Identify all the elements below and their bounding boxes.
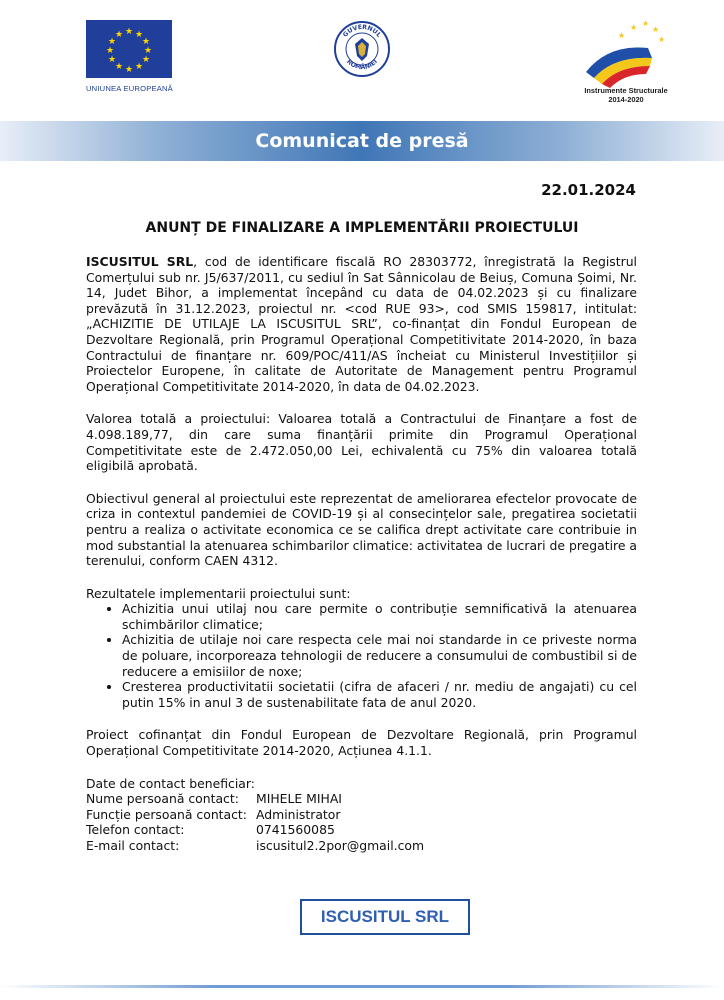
result-item: • Cresterea productivitatii societatii (cifra de afaceri / nr. mediu de angajati) cu cel putin 15% in anul 3 de sustenabilitate fata de anul 2020.: [122, 679, 637, 710]
svg-text:★: ★: [105, 46, 115, 56]
intro-text: , cod de identificare fiscală RO 28303772, înregistrată la Registrul Comerțului sub nr. J5/637/2011, cu sediul în Sat Sânnicolau de Beiuș, Comuna Șoimi, Nr. 14, Judet Bihor, a implementat începând cu data de 04.02.2023 și cu finalizare prevăzută în 31.12.2023, proiectul nr. <cod RUE 93>, cod SMIS 159817, intitulat: „ACHIZITIE DE UTILAJE LA ISCUSITUL SRL”, co-finanțat din Fondul European de Dezvoltare Regională, prin Programul Operațional Competitivitate 2014-2020, în baza Contractului de finanțare nr. 609/POC/411/AS încheiat cu Ministerul Investițiilor și Proiectelor Europene, în calitate de Autoritate de Management pentru Programul Operațional Competitivitate 2014-2020, în data de 04.02.2023.: [86, 254, 637, 394]
results-intro: Rezultatele implementarii proiectului sunt:: [86, 585, 351, 601]
eu-logo: [86, 20, 174, 93]
eu-caption: UNIUNEA EUROPEANĂ: [86, 84, 173, 93]
svg-text:★: ★: [134, 62, 144, 72]
svg-text:★: ★: [618, 31, 626, 40]
svg-text:GUVERNUL: GUVERNUL: [341, 23, 383, 39]
paragraph-intro: [86, 254, 637, 394]
company-name-box: ISCUSITUL SRL: [300, 899, 470, 935]
contact-section: [86, 776, 637, 854]
result-item: • Achizitia de utilaje noi care respecta cele mai noi standarde in ce priveste norma de poluare, incorporeaza tehnologii de reducere a consumului de combustibil si de reducere a emisiilor de noxe;: [122, 632, 637, 679]
svg-text:ROMÂNIEI: ROMÂNIEI: [345, 58, 379, 72]
contact-value: 0741560085: [256, 822, 335, 838]
svg-text:★: ★: [124, 65, 134, 75]
contact-value: Administrator: [256, 806, 341, 822]
contact-row: [86, 807, 637, 823]
footer-divider: [0, 985, 724, 988]
svg-text:★: ★: [141, 55, 151, 65]
svg-text:★: ★: [114, 62, 124, 72]
paragraph-value: Valorea totală a proiectului: Valoarea totală a Contractului de Finanțare a fost de 4.098.189,77, din care suma finanțării primite din Programul Operațional Competitivitate este de 2.472.050,00 Lei, echivalentă cu 75% din valoarea totală eligibilă aprobată.: [86, 411, 637, 474]
svg-text:★: ★: [642, 19, 650, 28]
paragraph-cofinancing: Proiect cofinanțat din Fondul European de Dezvoltare Regională, prin Programul Operațional Competitivitate 2014-2020, Acțiunea 4.1.1.: [86, 727, 637, 759]
banner-title: Comunicat de presă: [255, 130, 469, 152]
contact-value: MIHELE MIHAI: [256, 791, 342, 807]
press-release-banner: [0, 121, 724, 161]
contact-heading: Date de contact beneficiar:: [86, 775, 255, 791]
results-list: [86, 601, 637, 710]
contact-label: Telefon contact:: [86, 822, 185, 838]
structural-instruments-caption: [566, 86, 686, 104]
svg-text:★: ★: [143, 46, 153, 56]
is-caption-line1: Instrumente Structurale: [584, 86, 668, 95]
contact-row: [86, 838, 637, 854]
is-caption-line2: 2014-2020: [608, 95, 644, 104]
document-body: [86, 254, 637, 854]
result-item: • Achizitia unui utilaj nou care permite o contribuție semnificativă la atenuarea schimbărilor climatice;: [122, 601, 637, 632]
svg-text:★: ★: [107, 37, 117, 47]
svg-text:★: ★: [652, 25, 660, 34]
contact-row: [86, 791, 637, 807]
document-title: ANUNȚ DE FINALIZARE A IMPLEMENTĂRII PROIECTULUI: [145, 220, 579, 236]
document-date: 22.01.2024: [541, 181, 636, 199]
company-name: ISCUSITUL SRL: [86, 254, 194, 269]
government-seal-icon: [333, 20, 391, 78]
svg-text:★: ★: [114, 30, 124, 40]
paragraph-objective: Obiectivul general al proiectului este reprezentat de ameliorarea efectelor provocate de criza in contextul pandemiei de COVID-19 și al consecințelor sale, pregatirea societatii pentru a realiza o activitate economica ce se califica drept activitate care contribuie in mod substantial la atenuarea schimbarilor climatice: activitatea de lucrari de pregatire a terenului, conform CAEN 4312.: [86, 490, 637, 569]
svg-text:★: ★: [124, 27, 134, 37]
contact-label: Funcție persoană contact:: [86, 806, 247, 822]
contact-label: Nume persoană contact:: [86, 791, 239, 807]
svg-text:★: ★: [658, 35, 666, 44]
svg-text:★: ★: [141, 37, 151, 47]
contact-value: iscusitul2.2por@gmail.com: [256, 838, 425, 853]
contact-row: [86, 822, 637, 838]
eu-flag-icon: [86, 20, 172, 78]
svg-text:★: ★: [107, 55, 117, 65]
svg-text:★: ★: [134, 30, 144, 40]
svg-text:★: ★: [630, 23, 638, 32]
contact-label: E-mail contact:: [86, 838, 180, 853]
